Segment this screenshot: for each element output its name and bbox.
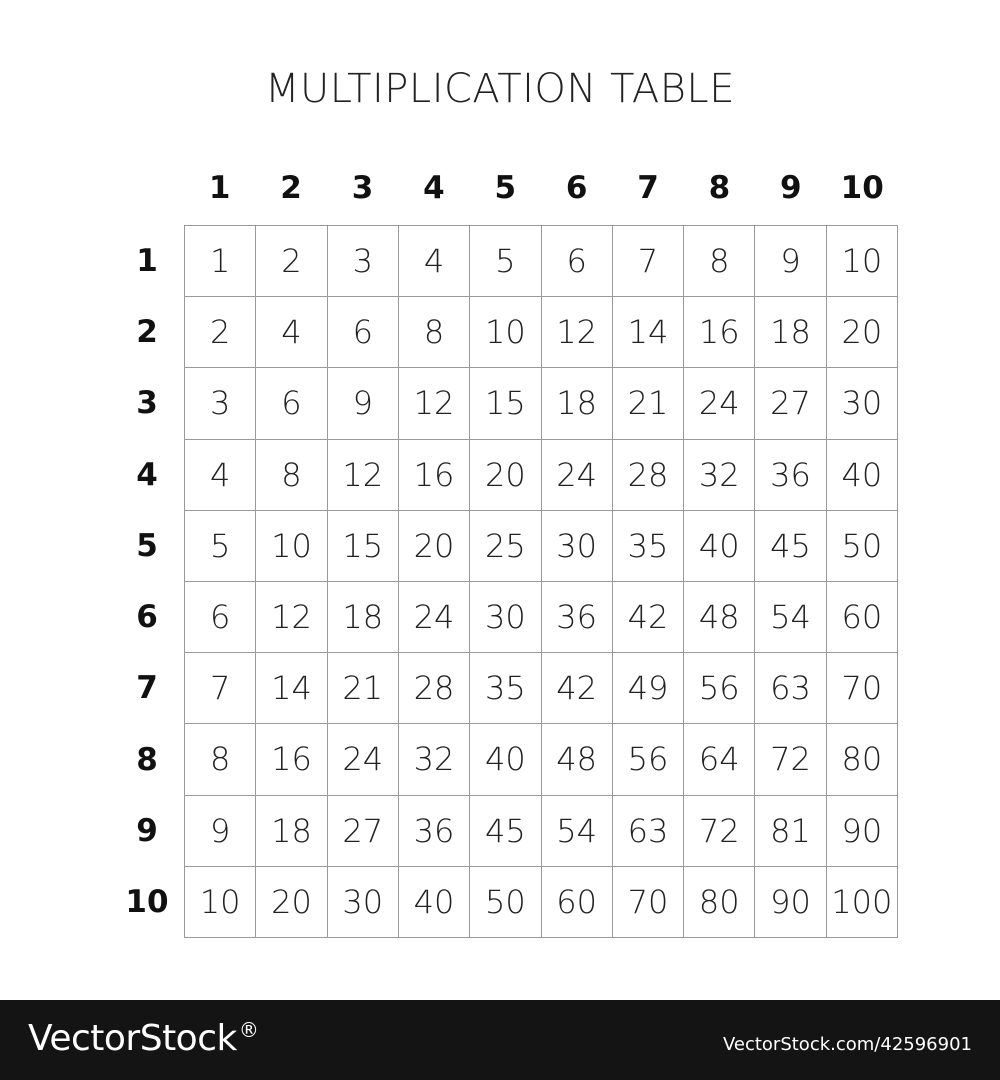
table-cell: 6 <box>328 297 399 368</box>
watermark-footer <box>0 1000 1000 1080</box>
table-cell: 35 <box>613 511 684 582</box>
table-cell: 72 <box>755 724 826 795</box>
column-header: 8 <box>708 170 731 206</box>
table-cell: 30 <box>470 582 541 653</box>
table-cell: 2 <box>256 226 327 297</box>
table-cell: 42 <box>613 582 684 653</box>
table-cell: 81 <box>755 796 826 867</box>
table-cell: 32 <box>399 724 470 795</box>
table-cell: 24 <box>684 368 755 439</box>
table-cell: 12 <box>328 440 399 511</box>
row-header: 1 <box>136 242 158 279</box>
table-cell: 30 <box>542 511 613 582</box>
table-cell: 54 <box>542 796 613 867</box>
row-header: 2 <box>136 313 158 350</box>
table-cell: 24 <box>399 582 470 653</box>
table-cell: 4 <box>256 297 327 368</box>
table-cell: 100 <box>827 867 898 938</box>
table-cell: 20 <box>256 867 327 938</box>
table-cell: 12 <box>542 297 613 368</box>
table-cell: 3 <box>185 368 256 439</box>
column-header: 10 <box>840 170 884 206</box>
row-headers <box>112 225 182 938</box>
table-cell: 12 <box>399 368 470 439</box>
table-cell: 9 <box>328 368 399 439</box>
table-cell: 9 <box>755 226 826 297</box>
table-cell: 10 <box>256 511 327 582</box>
table-cell: 27 <box>328 796 399 867</box>
table-cell: 8 <box>399 297 470 368</box>
row-header: 5 <box>136 527 158 564</box>
table-cell: 60 <box>542 867 613 938</box>
table-cell: 4 <box>185 440 256 511</box>
column-header: 5 <box>494 170 517 206</box>
table-cell: 6 <box>542 226 613 297</box>
table-cell: 36 <box>399 796 470 867</box>
table-cell: 63 <box>755 653 826 724</box>
table-cell: 18 <box>328 582 399 653</box>
row-header: 6 <box>136 599 158 636</box>
table-cell: 80 <box>684 867 755 938</box>
table-cell: 6 <box>256 368 327 439</box>
table-cell: 90 <box>755 867 826 938</box>
column-header: 7 <box>637 170 659 206</box>
table-cell: 10 <box>185 867 256 938</box>
table-cell: 54 <box>755 582 826 653</box>
table-cell: 4 <box>399 226 470 297</box>
table-cell: 16 <box>399 440 470 511</box>
row-header: 8 <box>136 741 158 778</box>
table-cell: 20 <box>399 511 470 582</box>
table-cell: 20 <box>827 297 898 368</box>
table-cell: 8 <box>684 226 755 297</box>
table-cell: 35 <box>470 653 541 724</box>
table-cell: 9 <box>185 796 256 867</box>
table-cell: 21 <box>328 653 399 724</box>
table-cell: 45 <box>470 796 541 867</box>
vectorstock-logo <box>28 1018 258 1059</box>
table-cell: 70 <box>613 867 684 938</box>
table-cell: 24 <box>542 440 613 511</box>
table-cell: 40 <box>827 440 898 511</box>
table-cell: 42 <box>542 653 613 724</box>
table-cell: 15 <box>470 368 541 439</box>
table-cell: 36 <box>755 440 826 511</box>
column-header: 4 <box>423 170 445 206</box>
table-cell: 7 <box>613 226 684 297</box>
table-cell: 16 <box>256 724 327 795</box>
table-cell: 27 <box>755 368 826 439</box>
column-headers <box>184 158 898 218</box>
table-cell: 10 <box>470 297 541 368</box>
row-header: 9 <box>136 813 158 850</box>
row-header: 4 <box>136 456 158 493</box>
table-cell: 5 <box>185 511 256 582</box>
table-cell: 56 <box>684 653 755 724</box>
table-cell: 30 <box>827 368 898 439</box>
table-cell: 30 <box>328 867 399 938</box>
multiplication-grid <box>184 225 898 938</box>
table-cell: 25 <box>470 511 541 582</box>
table-cell: 20 <box>470 440 541 511</box>
column-header: 9 <box>780 170 802 206</box>
table-cell: 14 <box>256 653 327 724</box>
table-cell: 18 <box>256 796 327 867</box>
table-cell: 18 <box>542 368 613 439</box>
column-header: 1 <box>208 170 231 206</box>
table-cell: 50 <box>470 867 541 938</box>
table-cell: 28 <box>399 653 470 724</box>
table-cell: 8 <box>256 440 327 511</box>
column-header: 3 <box>351 170 374 206</box>
table-cell: 24 <box>328 724 399 795</box>
table-cell: 16 <box>684 297 755 368</box>
table-cell: 21 <box>613 368 684 439</box>
table-cell: 50 <box>827 511 898 582</box>
table-cell: 36 <box>542 582 613 653</box>
table-cell: 10 <box>827 226 898 297</box>
table-cell: 72 <box>684 796 755 867</box>
table-cell: 80 <box>827 724 898 795</box>
table-cell: 90 <box>827 796 898 867</box>
brand-name: VectorStock <box>28 1018 237 1059</box>
table-cell: 64 <box>684 724 755 795</box>
table-cell: 63 <box>613 796 684 867</box>
table-cell: 5 <box>470 226 541 297</box>
table-cell: 6 <box>185 582 256 653</box>
table-cell: 2 <box>185 297 256 368</box>
table-cell: 48 <box>542 724 613 795</box>
table-cell: 8 <box>185 724 256 795</box>
image-url: VectorStock.com/42596901 <box>722 1034 972 1055</box>
row-header: 3 <box>136 385 158 422</box>
table-cell: 56 <box>613 724 684 795</box>
table-cell: 15 <box>328 511 399 582</box>
table-cell: 32 <box>684 440 755 511</box>
table-cell: 3 <box>328 226 399 297</box>
table-cell: 40 <box>470 724 541 795</box>
table-cell: 40 <box>684 511 755 582</box>
column-header: 6 <box>565 170 588 206</box>
column-header: 2 <box>280 170 302 206</box>
table-cell: 18 <box>755 297 826 368</box>
table-cell: 70 <box>827 653 898 724</box>
row-header: 7 <box>136 670 158 707</box>
table-cell: 60 <box>827 582 898 653</box>
table-cell: 1 <box>185 226 256 297</box>
table-cell: 45 <box>755 511 826 582</box>
table-cell: 49 <box>613 653 684 724</box>
table-cell: 12 <box>256 582 327 653</box>
table-cell: 48 <box>684 582 755 653</box>
table-cell: 40 <box>399 867 470 938</box>
page-title: MULTIPLICATION TABLE <box>265 66 735 112</box>
row-header: 10 <box>125 884 169 921</box>
table-cell: 28 <box>613 440 684 511</box>
table-cell: 14 <box>613 297 684 368</box>
table-cell: 7 <box>185 653 256 724</box>
registered-mark: ® <box>238 1018 259 1042</box>
